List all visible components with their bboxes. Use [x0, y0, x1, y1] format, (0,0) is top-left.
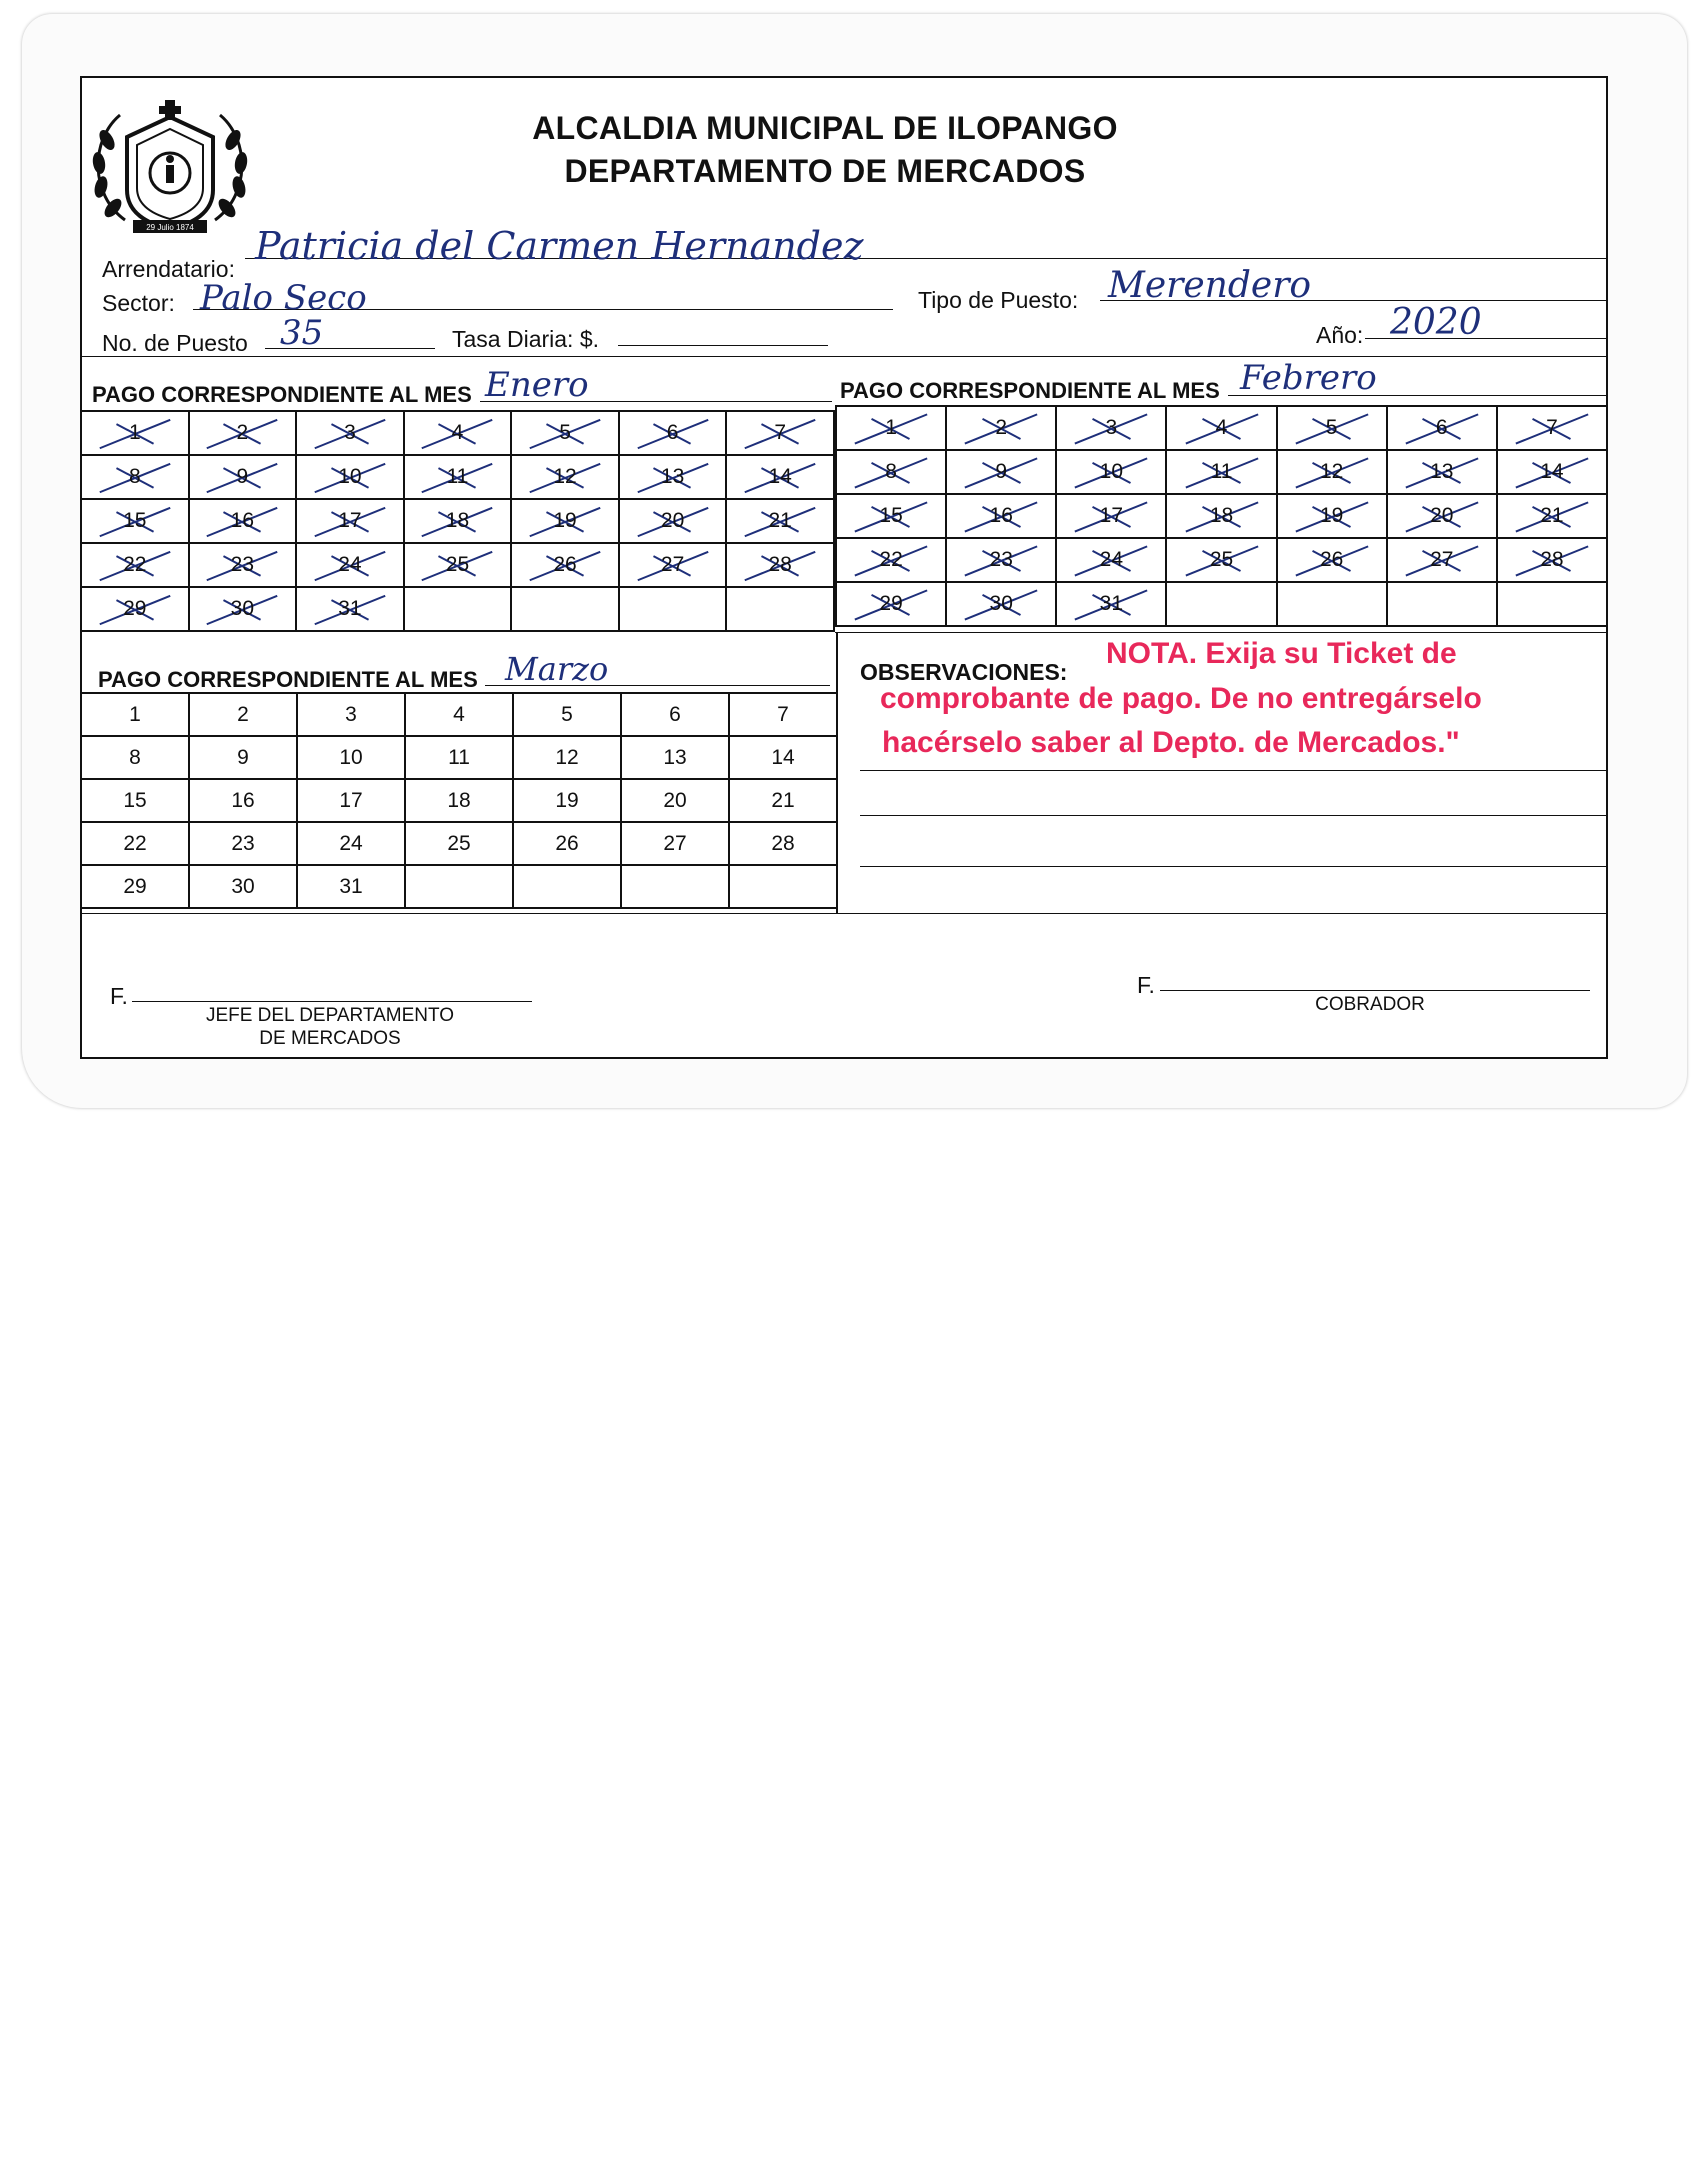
enero-day-31 [296, 587, 404, 631]
febrero-day-19 [1277, 494, 1387, 538]
febrero-day-8 [836, 450, 946, 494]
tipo-puesto-value: Merendero [1108, 265, 1312, 306]
anio-value: 2020 [1390, 302, 1482, 343]
tasa-label: Tasa Diaria: $. [452, 326, 600, 352]
day-number: 28 [771, 831, 795, 855]
day-number: 6 [669, 702, 681, 726]
day-number: 6 [666, 421, 679, 444]
enero-empty-cell [726, 587, 834, 631]
day-number: 18 [445, 509, 470, 532]
marzo-day-27 [621, 822, 729, 865]
enero-day-3 [296, 411, 404, 455]
febrero-day-4 [1166, 406, 1276, 450]
marzo-day-5 [513, 693, 621, 736]
day-number: 2 [995, 416, 1008, 439]
febrero-day-23 [946, 538, 1056, 582]
enero-day-16 [189, 499, 297, 543]
day-number: 14 [1540, 460, 1564, 483]
tipo-puesto-label: Tipo de Puesto: [918, 287, 1079, 313]
day-number: 20 [663, 788, 687, 812]
febrero-day-18 [1166, 494, 1276, 538]
enero-day-9 [189, 455, 297, 499]
day-row [836, 582, 1607, 626]
day-number: 27 [663, 831, 687, 855]
day-number: 25 [447, 831, 471, 855]
marzo-day-3 [297, 693, 405, 736]
day-number: 15 [123, 509, 147, 532]
febrero-day-27 [1387, 538, 1497, 582]
febrero-empty-cell [1387, 582, 1497, 626]
svg-text:29 Julio 1874: 29 Julio 1874 [146, 223, 194, 232]
day-number: 9 [236, 465, 249, 488]
left-signature-line [132, 1001, 532, 1002]
febrero-day-3 [1056, 406, 1166, 450]
day-number: 22 [879, 548, 903, 571]
observaciones-line-2 [860, 815, 1608, 816]
enero-day-2 [189, 411, 297, 455]
day-number: 7 [774, 421, 787, 444]
day-number: 20 [1430, 504, 1454, 527]
marzo-day-22 [81, 822, 189, 865]
day-number: 2 [236, 421, 249, 444]
right-signature-caption: COBRADOR [1315, 994, 1425, 1015]
day-row [81, 865, 837, 908]
page-title: ALCALDIA MUNICIPAL DE ILOPANGO [532, 110, 1118, 146]
febrero-day-7 [1497, 406, 1607, 450]
day-number: 22 [123, 553, 147, 576]
day-number: 30 [989, 592, 1013, 615]
febrero-day-15 [836, 494, 946, 538]
day-row [836, 538, 1607, 582]
enero-day-6 [619, 411, 727, 455]
observaciones-line-1 [860, 770, 1608, 771]
day-row [81, 736, 837, 779]
day-number: 11 [448, 745, 470, 769]
marzo-day-24 [297, 822, 405, 865]
marzo-day-1 [81, 693, 189, 736]
enero-day-10 [296, 455, 404, 499]
febrero-day-6 [1387, 406, 1497, 450]
marzo-day-13 [621, 736, 729, 779]
febrero-empty-cell [1166, 582, 1276, 626]
day-number: 12 [553, 465, 577, 488]
day-row [836, 494, 1607, 538]
day-number: 18 [1209, 504, 1234, 527]
enero-day-4 [404, 411, 512, 455]
day-number: 11 [446, 465, 469, 488]
day-number: 21 [771, 788, 795, 812]
day-number: 1 [885, 416, 897, 439]
enero-day-5 [511, 411, 619, 455]
day-number: 28 [1540, 548, 1564, 571]
day-number: 1 [129, 702, 141, 726]
day-number: 23 [230, 553, 255, 576]
day-row [81, 693, 837, 736]
febrero-day-12 [1277, 450, 1387, 494]
day-number: 11 [1210, 460, 1233, 483]
enero-day-17 [296, 499, 404, 543]
febrero-day-5 [1277, 406, 1387, 450]
day-number: 15 [879, 504, 903, 527]
febrero-day-21 [1497, 494, 1607, 538]
day-number: 13 [660, 465, 685, 488]
enero-day-13 [619, 455, 727, 499]
day-row [81, 543, 834, 587]
enero-day-24 [296, 543, 404, 587]
day-number: 17 [338, 509, 362, 532]
febrero-empty-cell [1277, 582, 1387, 626]
enero-day-28 [726, 543, 834, 587]
day-number: 4 [453, 702, 465, 726]
no-puesto-value: 35 [280, 313, 324, 353]
febrero-label: PAGO CORRESPONDIENTE AL MES [840, 378, 1220, 403]
day-number: 1 [128, 421, 141, 444]
day-number: 14 [768, 465, 792, 488]
day-number: 6 [1435, 416, 1448, 439]
day-number: 19 [555, 788, 579, 812]
day-number: 19 [553, 509, 577, 532]
febrero-day-22 [836, 538, 946, 582]
marzo-day-18 [405, 779, 513, 822]
day-number: 17 [1099, 504, 1124, 527]
enero-day-25 [404, 543, 512, 587]
page-subtitle: DEPARTAMENTO DE MERCADOS [564, 153, 1086, 189]
anio-label: Año: [1316, 322, 1364, 348]
enero-empty-cell [511, 587, 619, 631]
marzo-day-26 [513, 822, 621, 865]
right-signature-line [1160, 990, 1590, 991]
day-number: 9 [237, 745, 249, 769]
day-number: 29 [879, 592, 903, 615]
day-number: 4 [451, 421, 464, 444]
febrero-day-13 [1387, 450, 1497, 494]
nota-line-2: comprobante de pago. De no entregárselo [880, 682, 1482, 715]
day-number: 2 [237, 702, 249, 726]
enero-day-27 [619, 543, 727, 587]
marzo-day-25 [405, 822, 513, 865]
febrero-day-17 [1056, 494, 1166, 538]
enero-day-29 [81, 587, 189, 631]
left-signature-caption-2: DE MERCADOS [259, 1028, 401, 1049]
day-number: 21 [1540, 504, 1564, 527]
enero-day-18 [404, 499, 512, 543]
day-number: 26 [553, 553, 577, 576]
day-number: 5 [559, 421, 571, 444]
enero-day-7 [726, 411, 834, 455]
day-number: 3 [1105, 416, 1118, 439]
signature-separator [80, 913, 1608, 914]
day-number: 3 [345, 702, 357, 726]
marzo-day-9 [189, 736, 297, 779]
day-number: 25 [445, 553, 470, 576]
enero-day-22 [81, 543, 189, 587]
marzo-day-21 [729, 779, 837, 822]
arrendatario-value: Patricia del Carmen Hernandez [255, 224, 864, 268]
day-number: 3 [344, 421, 356, 444]
marzo-empty-cell [405, 865, 513, 908]
arrendatario-label: Arrendatario: [102, 256, 235, 282]
day-row [836, 450, 1607, 494]
marzo-day-31 [297, 865, 405, 908]
day-number: 20 [660, 509, 685, 532]
municipal-emblem-icon [85, 95, 255, 240]
enero-day-14 [726, 455, 834, 499]
enero-day-15 [81, 499, 189, 543]
enero-empty-cell [619, 587, 727, 631]
enero-day-30 [189, 587, 297, 631]
day-row [836, 406, 1607, 450]
enero-day-1 [81, 411, 189, 455]
marzo-day-10 [297, 736, 405, 779]
day-number: 10 [1099, 460, 1124, 483]
enero-day-11 [404, 455, 512, 499]
day-number: 29 [123, 874, 147, 898]
day-number: 24 [339, 831, 363, 855]
day-number: 10 [338, 465, 362, 488]
day-number: 31 [1099, 592, 1124, 615]
febrero-day-30 [946, 582, 1056, 626]
day-number: 30 [230, 597, 255, 620]
febrero-day-11 [1166, 450, 1276, 494]
day-number: 16 [230, 509, 255, 532]
marzo-day-19 [513, 779, 621, 822]
marzo-day-14 [729, 736, 837, 779]
day-number: 26 [555, 831, 579, 855]
day-number: 12 [1319, 460, 1344, 483]
day-number: 19 [1319, 504, 1344, 527]
day-number: 4 [1215, 416, 1228, 439]
day-number: 15 [123, 788, 147, 812]
marzo-day-15 [81, 779, 189, 822]
marzo-day-23 [189, 822, 297, 865]
day-number: 8 [128, 465, 141, 488]
febrero-day-29 [836, 582, 946, 626]
day-number: 31 [338, 597, 362, 620]
day-number: 29 [123, 597, 147, 620]
febrero-day-2 [946, 406, 1056, 450]
day-row [81, 411, 834, 455]
day-row [81, 587, 834, 631]
febrero-day-9 [946, 450, 1056, 494]
day-number: 18 [447, 788, 471, 812]
febrero-day-1 [836, 406, 946, 450]
marzo-empty-cell [729, 865, 837, 908]
febrero-day-14 [1497, 450, 1607, 494]
day-number: 17 [339, 788, 363, 812]
day-number: 16 [231, 788, 255, 812]
enero-day-26 [511, 543, 619, 587]
day-number: 13 [663, 745, 687, 769]
marzo-day-4 [405, 693, 513, 736]
febrero-day-31 [1056, 582, 1166, 626]
febrero-day-28 [1497, 538, 1607, 582]
day-number: 10 [339, 745, 363, 769]
marzo-empty-cell [621, 865, 729, 908]
enero-name: Enero [485, 365, 589, 405]
enero-empty-cell [404, 587, 512, 631]
day-number: 21 [768, 509, 792, 532]
sector-value: Palo Seco [200, 278, 367, 318]
marzo-name: Marzo [505, 650, 609, 688]
enero-day-23 [189, 543, 297, 587]
enero-day-19 [511, 499, 619, 543]
nota-line-3: hacérselo saber al Depto. de Mercados." [882, 726, 1460, 759]
day-number: 5 [1325, 416, 1338, 439]
febrero-day-10 [1056, 450, 1166, 494]
day-number: 26 [1319, 548, 1344, 571]
febrero-empty-cell [1497, 582, 1607, 626]
day-number: 24 [1099, 548, 1124, 571]
header-separator [80, 356, 1608, 357]
day-number: 7 [777, 702, 789, 726]
febrero-day-grid [835, 405, 1608, 627]
day-number: 9 [995, 460, 1008, 483]
marzo-empty-cell [513, 865, 621, 908]
day-number: 27 [660, 553, 685, 576]
day-number: 28 [768, 553, 792, 576]
enero-label: PAGO CORRESPONDIENTE AL MES [92, 382, 472, 407]
marzo-day-12 [513, 736, 621, 779]
marzo-day-2 [189, 693, 297, 736]
day-number: 24 [338, 553, 362, 576]
marzo-day-16 [189, 779, 297, 822]
no-puesto-label: No. de Puesto [102, 330, 248, 356]
day-number: 16 [989, 504, 1013, 527]
left-signature-caption-1: JEFE DEL DEPARTAMENTO [205, 1005, 455, 1026]
day-row [81, 499, 834, 543]
marzo-day-11 [405, 736, 513, 779]
day-number: 31 [339, 874, 363, 898]
marzo-day-20 [621, 779, 729, 822]
marzo-day-8 [81, 736, 189, 779]
sector-label: Sector: [102, 290, 175, 316]
day-number: 23 [989, 548, 1013, 571]
enero-day-grid [80, 410, 835, 632]
enero-day-20 [619, 499, 727, 543]
day-number: 8 [885, 460, 897, 483]
day-number: 12 [555, 745, 579, 769]
observaciones-divider [836, 632, 838, 914]
marzo-day-17 [297, 779, 405, 822]
day-row [81, 822, 837, 865]
enero-day-21 [726, 499, 834, 543]
nota-line-1: NOTA. Exija su Ticket de [1106, 637, 1457, 670]
day-row [81, 779, 837, 822]
marzo-day-29 [81, 865, 189, 908]
marzo-day-7 [729, 693, 837, 736]
day-number: 14 [771, 745, 795, 769]
febrero-day-25 [1166, 538, 1276, 582]
enero-day-8 [81, 455, 189, 499]
marzo-day-28 [729, 822, 837, 865]
observaciones-label: OBSERVACIONES: [860, 659, 1068, 685]
observaciones-line-3 [860, 866, 1608, 867]
day-number: 13 [1430, 460, 1454, 483]
marzo-day-6 [621, 693, 729, 736]
day-number: 5 [561, 702, 573, 726]
day-number: 27 [1430, 548, 1454, 571]
day-number: 22 [123, 831, 147, 855]
febrero-day-20 [1387, 494, 1497, 538]
day-row [81, 455, 834, 499]
day-number: 7 [1546, 416, 1558, 439]
day-number: 30 [231, 874, 255, 898]
marzo-day-grid [80, 692, 838, 909]
febrero-day-16 [946, 494, 1056, 538]
enero-day-12 [511, 455, 619, 499]
marzo-label: PAGO CORRESPONDIENTE AL MES [98, 667, 478, 692]
febrero-day-24 [1056, 538, 1166, 582]
day-number: 25 [1209, 548, 1234, 571]
left-signature-prefix: F. [110, 983, 128, 1009]
day-number: 8 [129, 745, 141, 769]
febrero-name: Febrero [1240, 358, 1377, 398]
marzo-day-30 [189, 865, 297, 908]
day-number: 23 [231, 831, 255, 855]
tasa-line [618, 345, 828, 346]
right-signature-prefix: F. [1137, 972, 1155, 998]
febrero-day-26 [1277, 538, 1387, 582]
